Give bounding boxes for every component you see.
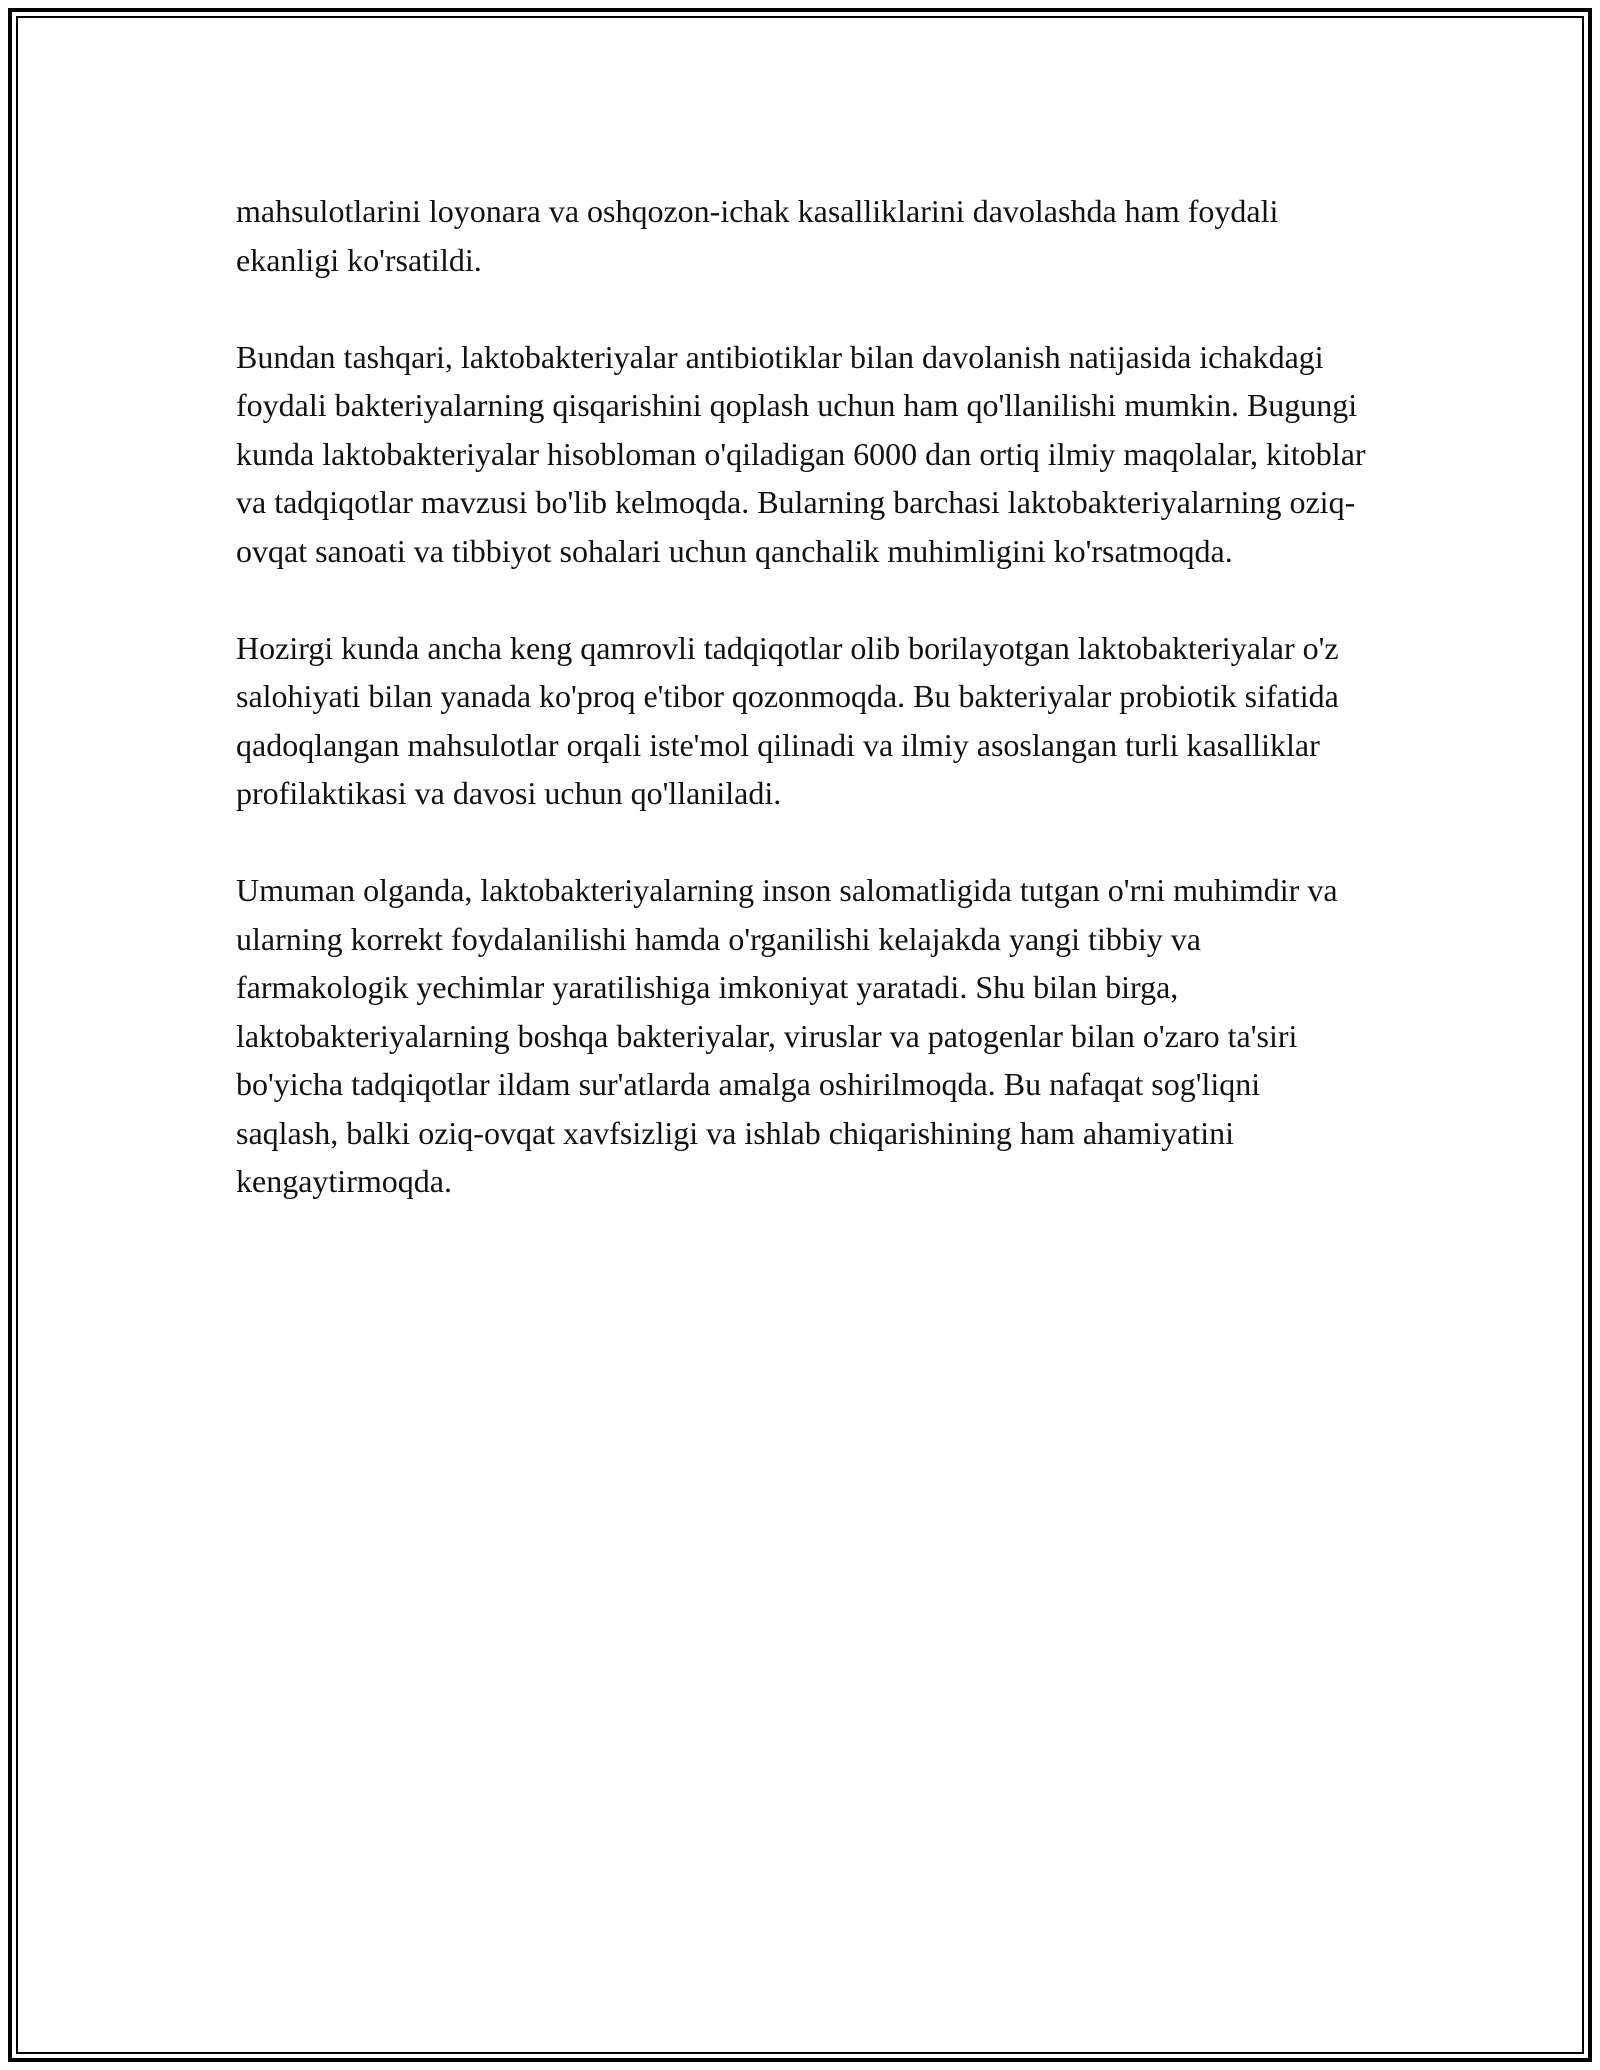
paragraph-1: mahsulotlarini loyonara va oshqozon-ichak kasalliklarini davolashda ham foydali ekanligi ko'rsatildi. bbox=[236, 193, 1279, 278]
paragraph-2: Bundan tashqari, laktobakteriyalar antibiotiklar bilan davolanish natijasida ichakdagi foydali bakteriyalarning qisqarishini qoplash uchun ham qo'llanilishi mumkin. Bugungi kunda laktobakteriyalar hisobloman o'qiladigan 6000 dan ortiq ilmiy maqolalar, kitoblar va tadqiqotlar mavzusi bo'lib kelmoqda. Bularning barchasi laktobakteriyalarning oziq-ovqat sanoati va tibbiyot sohalari uchun qanchalik muhimligini ko'rsatmoqda. bbox=[236, 338, 1366, 569]
document-body bbox=[236, 187, 1366, 1206]
paragraph-3: Hozirgi kunda ancha keng qamrovli tadqiqotlar olib borilayotgan laktobakteriyalar o'z salohiyati bilan yanada ko'proq e'tibor qozonmoqda. Bu bakteriyalar probiotik sifatida qadoqlangan mahsulotlar orqali iste'mol qilinadi va ilmiy asoslangan turli kasalliklar profilaktikasi va davosi uchun qo'llaniladi. bbox=[236, 629, 1339, 811]
paragraph-4: Umuman olganda, laktobakteriyalarning inson salomatligida tutgan o'rni muhimdir va ularning korrekt foydalanilishi hamda o'rganilishi kelajakda yangi tibbiy va farmakologik yechimlar yaratilishiga imkoniyat yaratadi. Shu bilan birga, laktobakteriyalarning boshqa bakteriyalar, viruslar va patogenlar bilan o'zaro ta'siri bo'yicha tadqiqotlar ildam sur'atlarda amalga oshirilmoqda. Bu nafaqat sog'liqni saqlash, balki oziq-ovqat xavfsizligi va ishlab chiqarishining ham ahamiyatini kengaytirmoqda. bbox=[236, 872, 1338, 1199]
